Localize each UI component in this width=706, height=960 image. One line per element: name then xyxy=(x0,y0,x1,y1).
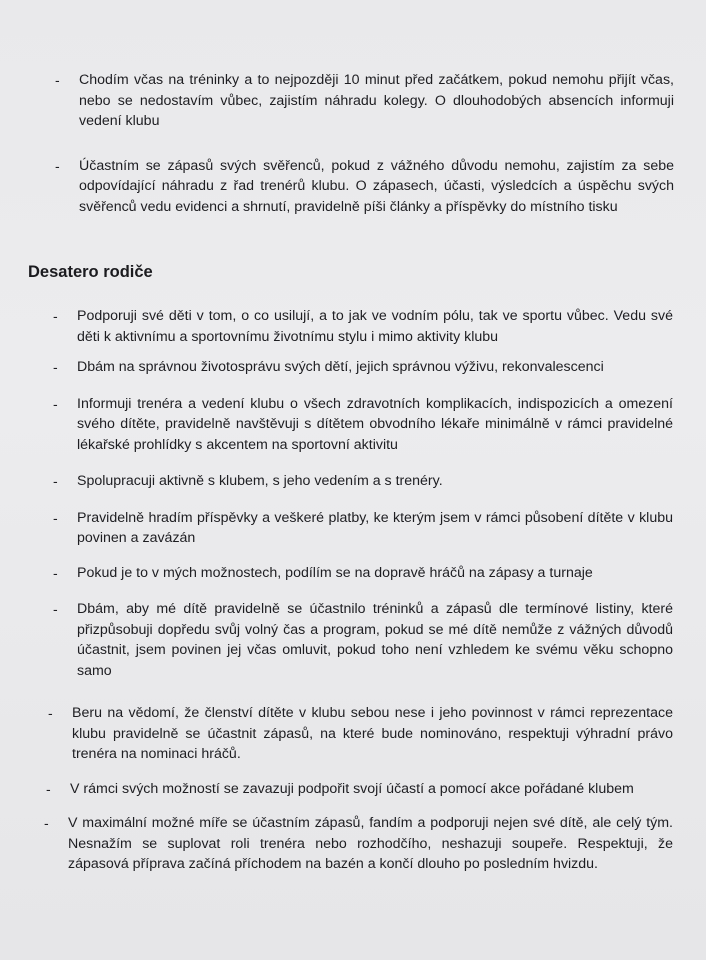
list-item-text: V rámci svých možností se zavazuji podpořit svojí účastí a pomocí akce pořádané klubem xyxy=(70,780,634,797)
dash-bullet: - xyxy=(44,815,49,831)
dash-bullet: - xyxy=(53,601,58,617)
list-item xyxy=(55,70,674,132)
list-item-text: Informuji trenéra a vedení klubu o všech zdravotních komplikacích, indispozicích a omezení svého dítěte, pravidelně navštěvuji s dítětem obvodního lékaře minimálně v rámci pravidelné lékařské prohlídky s akcentem na sportovní aktivitu xyxy=(77,395,673,453)
list-item xyxy=(55,156,674,218)
list-item xyxy=(53,563,673,584)
list-item xyxy=(53,508,673,549)
list-item xyxy=(53,599,673,681)
list-item-text: Spolupracuji aktivně s klubem, s jeho vedením a s trenéry. xyxy=(77,473,443,489)
list-item-text: Dbám na správnou životosprávu svých dětí, jejich správnou výživu, rekonvalescenci xyxy=(77,359,604,375)
list-item-text: Účastním se zápasů svých svěřenců, pokud z vážného důvodu nemohu, zajistím za sebe odpovídající náhradu z řad trenérů klubu. O zápasech, účasti, výsledcích a úspěchu svých svěřenců vedu evidenci a shrnutí, pravidelně píši články a příspěvky do místního tisku xyxy=(79,157,674,215)
list-item xyxy=(44,813,673,875)
dash-bullet: - xyxy=(48,705,53,721)
dash-bullet: - xyxy=(53,564,58,581)
dash-bullet: - xyxy=(53,308,58,324)
list-item xyxy=(53,357,673,378)
dash-bullet: - xyxy=(53,359,58,375)
list-item xyxy=(53,471,673,492)
list-item xyxy=(53,394,673,456)
list-item xyxy=(53,306,673,347)
list-item-text: Chodím včas na tréninky a to nejpozději 10 minut před začátkem, pokud nemohu přijít včas, nebo se nedostavím vůbec, zajistím náhradu kolegy. O dlouhodobých absencích informuji vedení klubu xyxy=(79,72,674,129)
list-item-text: Pokud je to v mých možnostech, podílím se na dopravě hráčů na zápasy a turnaje xyxy=(77,564,593,581)
dash-bullet: - xyxy=(53,473,58,489)
list-item-text: Pravidelně hradím příspěvky a veškeré platby, ke kterým jsem v rámci působení dítěte v klubu povinen a zavázán xyxy=(77,509,673,546)
intro-list xyxy=(55,70,674,217)
parent-rules-list xyxy=(44,306,673,875)
list-item xyxy=(48,703,673,765)
dash-bullet: - xyxy=(53,395,58,412)
dash-bullet: - xyxy=(53,509,58,526)
dash-bullet: - xyxy=(55,72,60,88)
section-heading: Desatero rodiče xyxy=(28,263,153,281)
list-item-text: Dbám, aby mé dítě pravidelně se účastnilo tréninků a zápasů dle termínové listiny, které přizpůsobuji dopředu svůj volný čas a program, pokud se mé dítě nemůže z vážných důvodů účastnit, jsem povinen jej včas omluvit, pokud toho není vzhledem ke svému věku schopno samo xyxy=(77,601,673,679)
list-item-text: Beru na vědomí, že členství dítěte v klubu sebou nese i jeho povinnost v rámci reprezentace klubu pravidelně se účastnit zápasů, na které bude nominováno, respektuji výhradní právo trenéra na nominaci hráčů. xyxy=(72,705,673,762)
list-item-text: V maximální možné míře se účastním zápasů, fandím a podporuji nejen své dítě, ale celý tým. Nesnažím se suplovat roli trenéra nebo rozhodčího, neshazuji soupeře. Respektuji, že zápasová příprava začíná příchodem na bazén a končí dlouho po posledním hvizdu. xyxy=(68,815,673,872)
dash-bullet: - xyxy=(55,157,60,174)
dash-bullet: - xyxy=(46,780,51,797)
list-item xyxy=(46,779,673,800)
list-item-text: Podporuji své děti v tom, o co usilují, a to jak ve vodním pólu, tak ve sportu vůbec. Vedu své děti k aktivnímu a sportovnímu životnímu stylu i mimo aktivity klubu xyxy=(77,308,673,345)
